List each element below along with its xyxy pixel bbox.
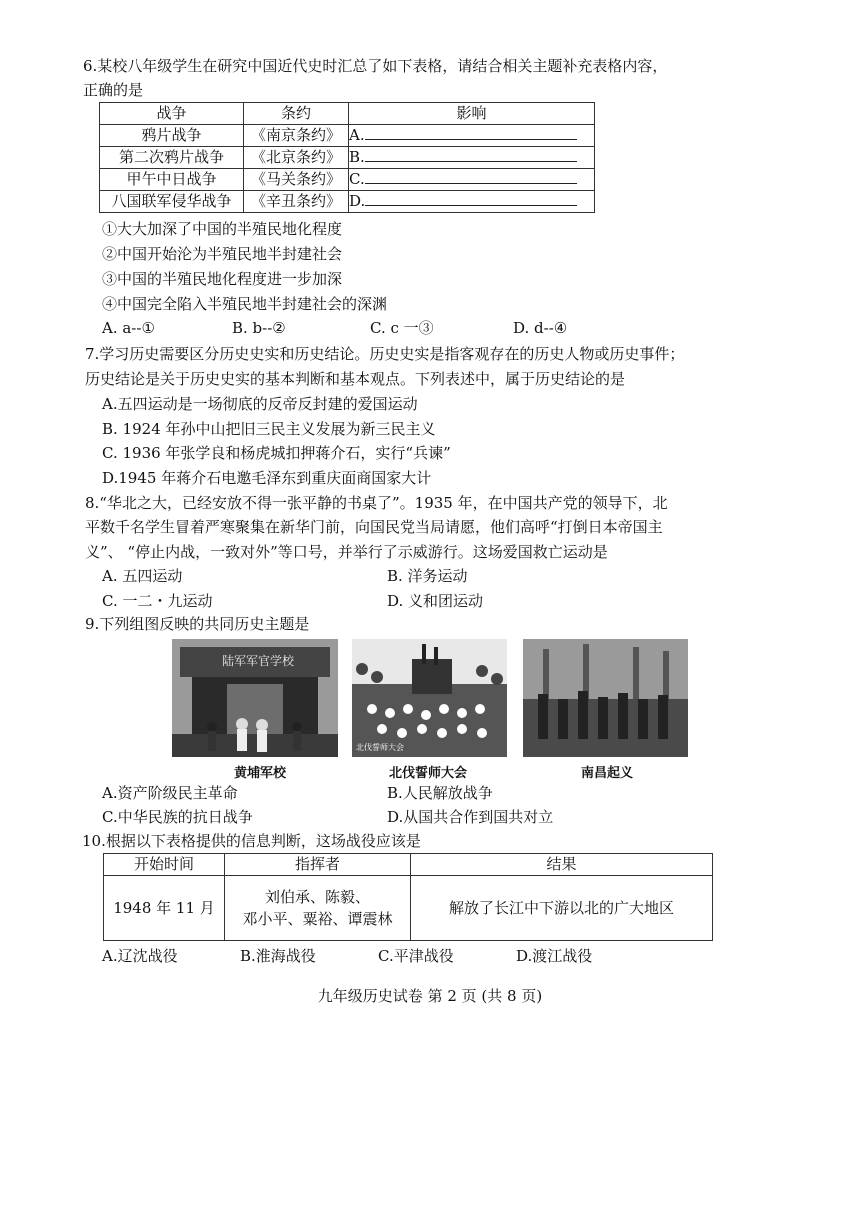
commanders-line: 邓小平、粟裕、谭震林: [242, 910, 393, 928]
q9-option-b: B.人民解放战争: [387, 784, 493, 802]
q10-option-c: C.平津战役: [378, 947, 454, 965]
q6-option-c: C. c 一③: [370, 319, 434, 337]
q6-statement: ④中国完全陷入半殖民地半封建社会的深渊: [102, 295, 388, 313]
commanders-cell: [225, 876, 411, 941]
q7-option-c: C. 1936 年张学良和杨虎城扣押蒋介石，实行“兵谏”: [102, 444, 451, 462]
caption-nanchang-uprising: 南昌起义: [581, 766, 634, 781]
q9-stem: 9.下列组图反映的共同历史主题是: [85, 615, 310, 633]
impact-label: D.: [349, 192, 366, 210]
table-header-row: [100, 103, 595, 125]
impact-cell: [349, 191, 595, 213]
q10-option-b: B.淮海战役: [240, 947, 316, 965]
q6-option-b: B. b--②: [232, 319, 286, 337]
table-row: [100, 125, 595, 147]
impact-label: B.: [349, 148, 365, 166]
q6-table: [99, 102, 595, 213]
q6-statement: ③中国的半殖民地化程度进一步加深: [102, 270, 343, 288]
q6-statement: ①大大加深了中国的半殖民地化程度: [102, 220, 343, 238]
table-header: 开始时间: [104, 854, 225, 876]
q9-option-d: D.从国共合作到国共对立: [387, 808, 554, 826]
photo-overlay-text: 北伐誓师大会: [356, 743, 404, 752]
impact-label: A.: [349, 126, 365, 144]
q7-option-d: D.1945 年蒋介石电邀毛泽东到重庆面商国家大计: [102, 469, 432, 487]
whampoa-photo: [172, 639, 338, 757]
q8-option-c: C. 一二・九运动: [102, 592, 213, 610]
q6-stem-line1: 6.某校八年级学生在研究中国近代史时汇总了如下表格，请结合相关主题补充表格内容，: [83, 57, 668, 75]
whampoa-gate-sign: 陆军军官学校: [222, 654, 295, 668]
q9-option-a: A.资产阶级民主革命: [102, 784, 238, 802]
caption-northern-expedition: 北伐誓师大会: [389, 766, 468, 781]
q7-option-b: B. 1924 年孙中山把旧三民主义发展为新三民主义: [102, 420, 436, 438]
table-row: [100, 147, 595, 169]
treaty-cell: 《南京条约》: [244, 125, 349, 147]
q7-stem-line2: 历史结论是关于历史史实的基本判断和基本观点。下列表述中，属于历史结论的是: [85, 370, 626, 388]
nanchang-uprising-photo-graphic: [523, 639, 688, 757]
table-header-row: [104, 854, 713, 876]
table-header: 结果: [411, 854, 713, 876]
war-cell: 第二次鸦片战争: [100, 147, 244, 169]
table-header: 条约: [244, 103, 349, 125]
table-row: [100, 169, 595, 191]
q6-option-d: D. d--④: [513, 319, 568, 337]
table-header: 影响: [349, 103, 595, 125]
q8-option-a: A. 五四运动: [102, 567, 183, 585]
treaty-cell: 《辛丑条约》: [244, 191, 349, 213]
q10-stem: 10.根据以下表格提供的信息判断，这场战役应该是: [82, 832, 421, 850]
q6-option-a: A. a--①: [102, 319, 155, 337]
impact-cell: [349, 169, 595, 191]
table-header: 指挥者: [225, 854, 411, 876]
treaty-cell: 《北京条约》: [244, 147, 349, 169]
q7-stem-line1: 7.学习历史需要区分历史史实和历史结论。历史史实是指客观存在的历史人物或历史事件；: [85, 345, 685, 363]
war-cell: 甲午中日战争: [100, 169, 244, 191]
q10-option-a: A.辽沈战役: [102, 947, 178, 965]
northern-expedition-photo-graphic: [352, 639, 507, 757]
table-header: 战争: [100, 103, 244, 125]
impact-cell: [349, 147, 595, 169]
northern-expedition-photo: [352, 639, 507, 757]
impact-label: C.: [349, 170, 365, 188]
answer-blank: [365, 147, 577, 162]
q8-stem-line3: 义”、 “停止内战，一致对外”等口号，并举行了示威游行。这场爱国救亡运动是: [85, 543, 608, 561]
q9-option-c: C.中华民族的抗日战争: [102, 808, 253, 826]
treaty-cell: 《马关条约》: [244, 169, 349, 191]
war-cell: 鸦片战争: [100, 125, 244, 147]
q8-stem-line2: 平数千名学生冒着严寒聚集在新华门前，向国民党当局请愿，他们高呼“打倒日本帝国主: [85, 518, 663, 536]
q6-stem-line2: 正确的是: [83, 81, 144, 99]
table-row: [100, 191, 595, 213]
answer-blank: [365, 191, 577, 206]
nanchang-uprising-photo: [523, 639, 688, 757]
caption-whampoa: 黄埔军校: [234, 766, 287, 781]
q10-option-d: D.渡江战役: [516, 947, 593, 965]
table-row: [104, 876, 713, 941]
answer-blank: [365, 125, 577, 140]
commanders-line: 刘伯承、陈毅、: [264, 888, 370, 906]
q10-table: [103, 853, 713, 941]
start-time-cell: 1948 年 11 月: [104, 876, 225, 941]
q8-option-b: B. 洋务运动: [387, 567, 468, 585]
war-cell: 八国联军侵华战争: [100, 191, 244, 213]
q7-option-a: A.五四运动是一场彻底的反帝反封建的爱国运动: [102, 395, 418, 413]
page-footer: 九年级历史试卷 第 2 页 (共 8 页): [317, 987, 543, 1005]
impact-cell: [349, 125, 595, 147]
q8-stem-line1: 8.“华北之大，已经安放不得一张平静的书桌了”。1935 年，在中国共产党的领导下，北: [85, 494, 668, 512]
result-cell: 解放了长江中下游以北的广大地区: [411, 876, 713, 941]
q6-statement: ②中国开始沦为半殖民地半封建社会: [102, 245, 343, 263]
answer-blank: [365, 169, 577, 184]
q8-option-d: D. 义和团运动: [387, 592, 484, 610]
